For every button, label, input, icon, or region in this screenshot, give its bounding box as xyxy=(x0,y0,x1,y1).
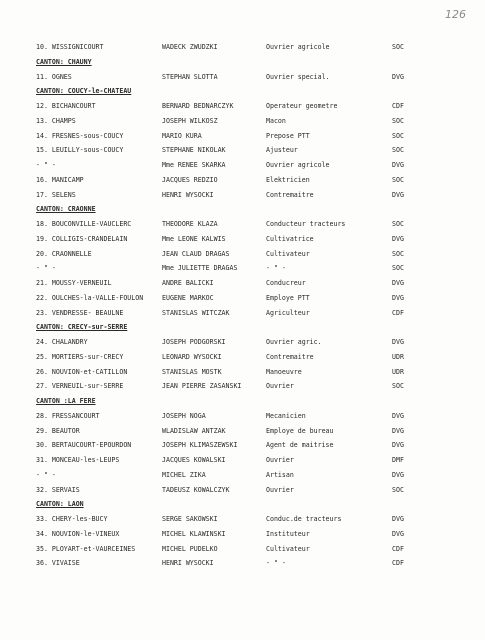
party-code-cell: DVG xyxy=(392,161,404,169)
list-row xyxy=(0,307,485,319)
party-code-cell: DMF xyxy=(392,456,404,464)
party-code-cell: SOC xyxy=(392,485,404,494)
commune-cell: 11. OGNES xyxy=(36,72,72,81)
party-code-cell: CDF xyxy=(392,102,404,110)
party-code-cell: CDF xyxy=(392,559,404,568)
list-row xyxy=(0,262,485,274)
person-name-cell: MICHEL KLAWINSKI xyxy=(162,529,226,538)
list-row xyxy=(0,159,485,171)
list-row xyxy=(0,100,485,112)
person-name-cell: STANISLAS MOSTK xyxy=(162,367,222,376)
person-name-cell: HENRI WYSOCKI xyxy=(162,190,214,199)
canton-label: CANTON: LAON xyxy=(36,500,84,509)
party-code-cell: DVG xyxy=(392,72,404,81)
party-code-cell: UDR xyxy=(392,352,404,361)
party-code-cell: CDF xyxy=(392,308,404,317)
person-name-cell: ANDRE BALICKI xyxy=(162,279,214,287)
list-row xyxy=(0,189,485,201)
commune-cell: 26. NOUVION-et-CATILLON xyxy=(36,367,128,376)
person-name-cell: STANISLAS WITCZAK xyxy=(162,308,230,317)
commune-cell: 30. BERTAUCOURT-EPOURDON xyxy=(36,441,132,450)
person-name-cell: THEODORE KLAZA xyxy=(162,220,218,228)
commune-cell: - " - xyxy=(36,264,56,273)
list-row xyxy=(0,454,485,466)
person-name-cell: JOSEPH PODGORSKI xyxy=(162,338,226,346)
person-name-cell: SERGE SAKOWSKI xyxy=(162,515,218,523)
canton-heading xyxy=(0,203,485,215)
party-code-cell: SOC xyxy=(392,382,404,391)
occupation-cell: Ouvrier agric. xyxy=(266,338,322,346)
party-code-cell: DVG xyxy=(392,529,404,538)
occupation-cell: - " - xyxy=(266,264,286,273)
commune-cell: 13. CHAMPS xyxy=(36,116,76,125)
occupation-cell: Ouvrier agricole xyxy=(266,161,330,169)
canton-label: CANTON: COUCY-le-CHATEAU xyxy=(36,87,132,96)
canton-label: CANTON :LA FERE xyxy=(36,397,96,405)
occupation-cell: Mecanicien xyxy=(266,411,306,420)
party-code-cell: SOC xyxy=(392,264,404,273)
party-code-cell: SOC xyxy=(392,249,404,258)
list-row xyxy=(0,439,485,451)
occupation-cell: Prepose PTT xyxy=(266,131,310,140)
occupation-cell: Ouvrier xyxy=(266,485,294,494)
occupation-cell: Contremaitre xyxy=(266,190,314,199)
list-row xyxy=(0,71,485,83)
list-row xyxy=(0,248,485,260)
list-row xyxy=(0,115,485,127)
party-code-cell: SOC xyxy=(392,175,404,184)
list-row xyxy=(0,366,485,378)
party-code-cell: SOC xyxy=(392,220,404,228)
person-name-cell: STEPHANE NIKOLAK xyxy=(162,146,226,155)
occupation-cell: Ouvrier xyxy=(266,382,294,391)
commune-cell: 27. VERNEUIL-sur-SERRE xyxy=(36,382,124,391)
person-name-cell: MICHEL PUDELKO xyxy=(162,544,218,553)
person-name-cell: JEAN CLAUD DRAGAS xyxy=(162,249,230,258)
occupation-cell: Ouvrier special. xyxy=(266,72,330,81)
list-row xyxy=(0,218,485,230)
occupation-cell: Ouvrier xyxy=(266,456,294,464)
occupation-cell: Conduc.de tracteurs xyxy=(266,515,342,523)
person-name-cell: WLADISLAW ANTZAK xyxy=(162,426,226,435)
canton-heading xyxy=(0,395,485,407)
commune-cell: 28. FRESSANCOURT xyxy=(36,411,100,420)
commune-cell: 35. PLOYART-et-VAURCEINES xyxy=(36,544,136,553)
occupation-cell: Cultivatrice xyxy=(266,234,314,243)
commune-cell: 22. OULCHES-la-VALLE-FOULON xyxy=(36,293,144,302)
occupation-cell: Agriculteur xyxy=(266,308,310,317)
list-row xyxy=(0,543,485,555)
party-code-cell: DVG xyxy=(392,441,404,450)
commune-cell: 31. MONCEAU-les-LEUPS xyxy=(36,456,120,464)
person-name-cell: MARIO KURA xyxy=(162,131,202,140)
occupation-cell: Ajusteur xyxy=(266,146,298,155)
commune-cell: 32. SERVAIS xyxy=(36,485,80,494)
commune-cell: 16. MANICAMP xyxy=(36,175,84,184)
occupation-cell: Cultivateur xyxy=(266,544,310,553)
person-name-cell: EUGENE MARKOC xyxy=(162,293,214,302)
commune-cell: 29. BEAUTOR xyxy=(36,426,80,435)
canton-heading xyxy=(0,56,485,68)
canton-heading xyxy=(0,321,485,333)
party-code-cell: DVG xyxy=(392,190,404,199)
person-name-cell: HENRI WYSOCKI xyxy=(162,559,214,568)
occupation-cell: Contremaitre xyxy=(266,352,314,361)
party-code-cell: UDR xyxy=(392,367,404,376)
party-code-cell: SOC xyxy=(392,116,404,125)
canton-label: CANTON: CRECY-sur-SERRE xyxy=(36,323,128,332)
occupation-cell: Macon xyxy=(266,116,286,125)
person-name-cell: Mme LEONE KALWIS xyxy=(162,234,226,243)
list-row xyxy=(0,351,485,363)
commune-cell: 36. VIVAISE xyxy=(36,559,80,568)
page-number: 126 xyxy=(445,8,466,21)
person-name-cell: STEPHAN SLOTTA xyxy=(162,72,218,81)
party-code-cell: DVG xyxy=(392,338,404,346)
list-row xyxy=(0,528,485,540)
list-row xyxy=(0,513,485,525)
occupation-cell: Elektricien xyxy=(266,175,310,184)
list-row xyxy=(0,484,485,496)
list-row xyxy=(0,380,485,392)
person-name-cell: JACQUES KOWALSKI xyxy=(162,456,226,464)
commune-cell: 10. WISSIGNICOURT xyxy=(36,43,104,51)
occupation-cell: Ouvrier agricole xyxy=(266,43,330,51)
party-code-cell: DVG xyxy=(392,470,404,479)
list-row xyxy=(0,557,485,569)
party-code-cell: DVG xyxy=(392,293,404,302)
party-code-cell: DVG xyxy=(392,234,404,243)
person-name-cell: BERNARD BEDNARCZYK xyxy=(162,102,234,110)
list-row xyxy=(0,292,485,304)
party-code-cell: DVG xyxy=(392,426,404,435)
commune-cell: 19. COLLIGIS-CRANDELAIN xyxy=(36,234,128,243)
occupation-cell: Instituteur xyxy=(266,529,310,538)
occupation-cell: Conducreur xyxy=(266,279,306,287)
party-code-cell: SOC xyxy=(392,43,404,51)
commune-cell: - " - xyxy=(36,470,56,479)
party-code-cell: DVG xyxy=(392,411,404,420)
person-name-cell: JEAN PIERRE ZASANSKI xyxy=(162,382,242,391)
party-code-cell: DVG xyxy=(392,515,404,523)
occupation-cell: Conducteur tracteurs xyxy=(266,220,346,228)
list-row xyxy=(0,277,485,289)
person-name-cell: JOSEPH WILKOSZ xyxy=(162,116,218,125)
commune-cell: 12. BICHANCOURT xyxy=(36,102,96,110)
person-name-cell: MICHEL ZIKA xyxy=(162,470,206,479)
person-name-cell: JACQUES REDZIO xyxy=(162,175,218,184)
occupation-cell: Artisan xyxy=(266,470,294,479)
canton-label: CANTON: CRAONNE xyxy=(36,205,96,214)
person-name-cell: TADEUSZ KOWALCZYK xyxy=(162,485,230,494)
person-name-cell: WADECK ZWUDZKI xyxy=(162,43,218,51)
commune-cell: 17. SELENS xyxy=(36,190,76,199)
occupation-cell: Employe de bureau xyxy=(266,426,334,435)
list-row xyxy=(0,130,485,142)
list-row xyxy=(0,144,485,156)
list-row xyxy=(0,174,485,186)
list-row xyxy=(0,41,485,53)
party-code-cell: SOC xyxy=(392,146,404,155)
occupation-cell: Employe PTT xyxy=(266,293,310,302)
canton-heading xyxy=(0,498,485,510)
list-row xyxy=(0,410,485,422)
commune-cell: 34. NOUVION-le-VINEUX xyxy=(36,529,120,538)
person-name-cell: Mme RENEE SKARKA xyxy=(162,161,226,169)
party-code-cell: DVG xyxy=(392,279,404,287)
party-code-cell: CDF xyxy=(392,544,404,553)
commune-cell: 33. CHERY-les-BUCY xyxy=(36,515,108,523)
commune-cell: 20. CRAONNELLE xyxy=(36,249,92,258)
list-row xyxy=(0,233,485,245)
commune-cell: 23. VENDRESSE- BEAULNE xyxy=(36,308,124,317)
list-row xyxy=(0,469,485,481)
commune-cell: 15. LEUILLY-sous-COUCY xyxy=(36,146,124,155)
party-code-cell: SOC xyxy=(392,131,404,140)
occupation-cell: - " - xyxy=(266,559,286,568)
person-name-cell: Mme JULIETTE DRAGAS xyxy=(162,264,238,273)
occupation-cell: Operateur geometre xyxy=(266,102,338,110)
commune-cell: 14. FRESNES-sous-COUCY xyxy=(36,131,124,140)
person-name-cell: LEONARD WYSOCKI xyxy=(162,352,222,361)
commune-cell: 18. BOUCONVILLE-VAUCLERC xyxy=(36,220,132,228)
commune-cell: 21. MOUSSY-VERNEUIL xyxy=(36,279,112,287)
commune-cell: 25. MORTIERS-sur-CRECY xyxy=(36,352,124,361)
commune-cell: - " - xyxy=(36,161,56,169)
list-row xyxy=(0,336,485,348)
list-row xyxy=(0,425,485,437)
person-name-cell: JOSEPH KLIMASZEWSKI xyxy=(162,441,238,450)
commune-cell: 24. CHALANDRY xyxy=(36,338,88,346)
occupation-cell: Agent de maitrise xyxy=(266,441,334,450)
person-name-cell: JOSEPH NOGA xyxy=(162,411,206,420)
canton-heading xyxy=(0,85,485,97)
canton-label: CANTON: CHAUNY xyxy=(36,57,92,66)
occupation-cell: Manoeuvre xyxy=(266,367,302,376)
occupation-cell: Cultivateur xyxy=(266,249,310,258)
